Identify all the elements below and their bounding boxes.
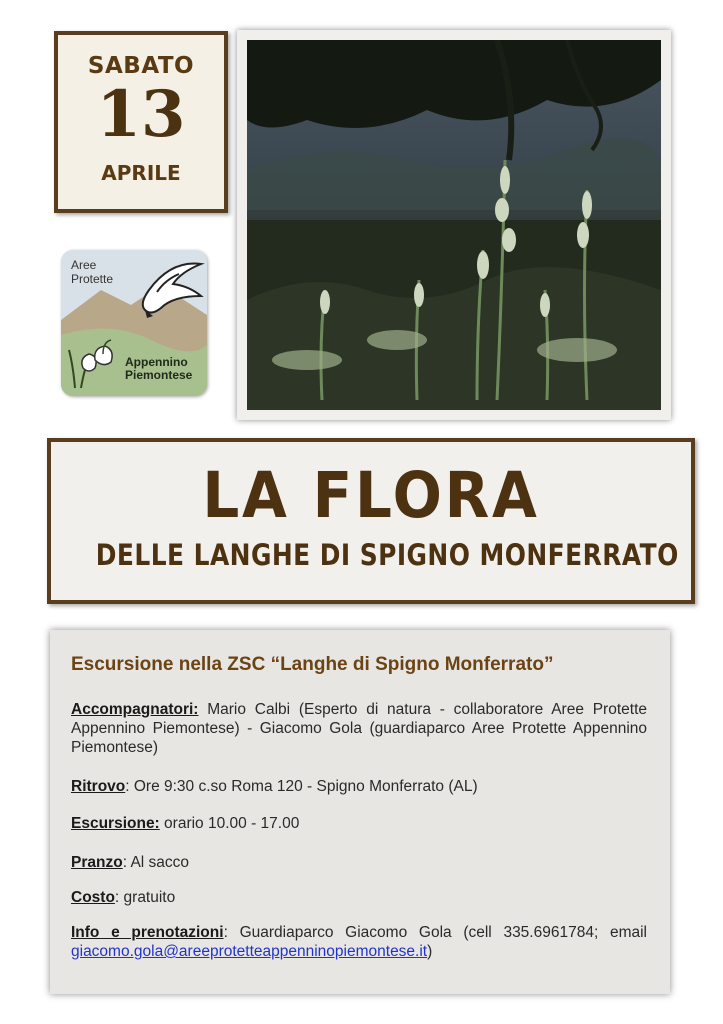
costo-label: Costo [71,889,115,906]
ritrovo-text: : Ore 9:30 c.so Roma 120 - Spigno Monferrato (AL) [125,778,478,795]
park-logo [61,250,207,396]
date-day-number: 13 [96,77,186,152]
pranzo-label: Pranzo [71,854,123,871]
info-heading: Escursione nella ZSC “Langhe di Spigno Monferrato” [71,654,554,675]
email-link[interactable]: giacomo.gola@areeprotetteappenninopiemontese.it [71,943,428,960]
ritrovo-row [71,777,647,796]
logo-text-bottom: Appennino Piemontese [125,355,193,382]
accompagnatori-text: Mario Calbi (Esperto di natura - collaboratore Aree Protette Appennino Piemontese) - Giacomo Gola (guardiaparco Aree Protette Appennino Piemontese) [71,701,647,756]
escursione-label: Escursione: [71,815,160,832]
date-day-of-week: SABATO [87,53,195,79]
page-title: LA FLORA [202,459,540,532]
logo-text-top: Aree Protette [71,258,114,286]
photo-graphic [247,40,661,410]
escursione-row [71,814,647,833]
accompagnatori-row [71,700,647,757]
date-box [54,31,228,213]
escursione-text: orario 10.00 - 17.00 [159,815,300,832]
info-contact-end: ) [427,943,433,960]
info-panel [50,630,670,994]
photo-frame [237,30,671,420]
page-subtitle: DELLE LANGHE DI SPIGNO MONFERRATO [95,538,679,572]
info-contact-text: : Guardiaparco Giacomo Gola (cell 335.6961784; email [223,924,647,941]
costo-row [71,888,647,907]
title-box [47,438,695,604]
ritrovo-label: Ritrovo [71,778,126,795]
accompagnatori-label: Accompagnatori: [71,701,199,718]
orchid-photo [247,40,661,410]
pranzo-row [71,853,647,872]
pranzo-text: : Al sacco [122,854,190,871]
date-month: APRILE [101,161,181,185]
info-label: Info e prenotazioni [71,924,224,941]
info-contact-row [71,923,647,961]
costo-text: : gratuito [114,889,176,906]
